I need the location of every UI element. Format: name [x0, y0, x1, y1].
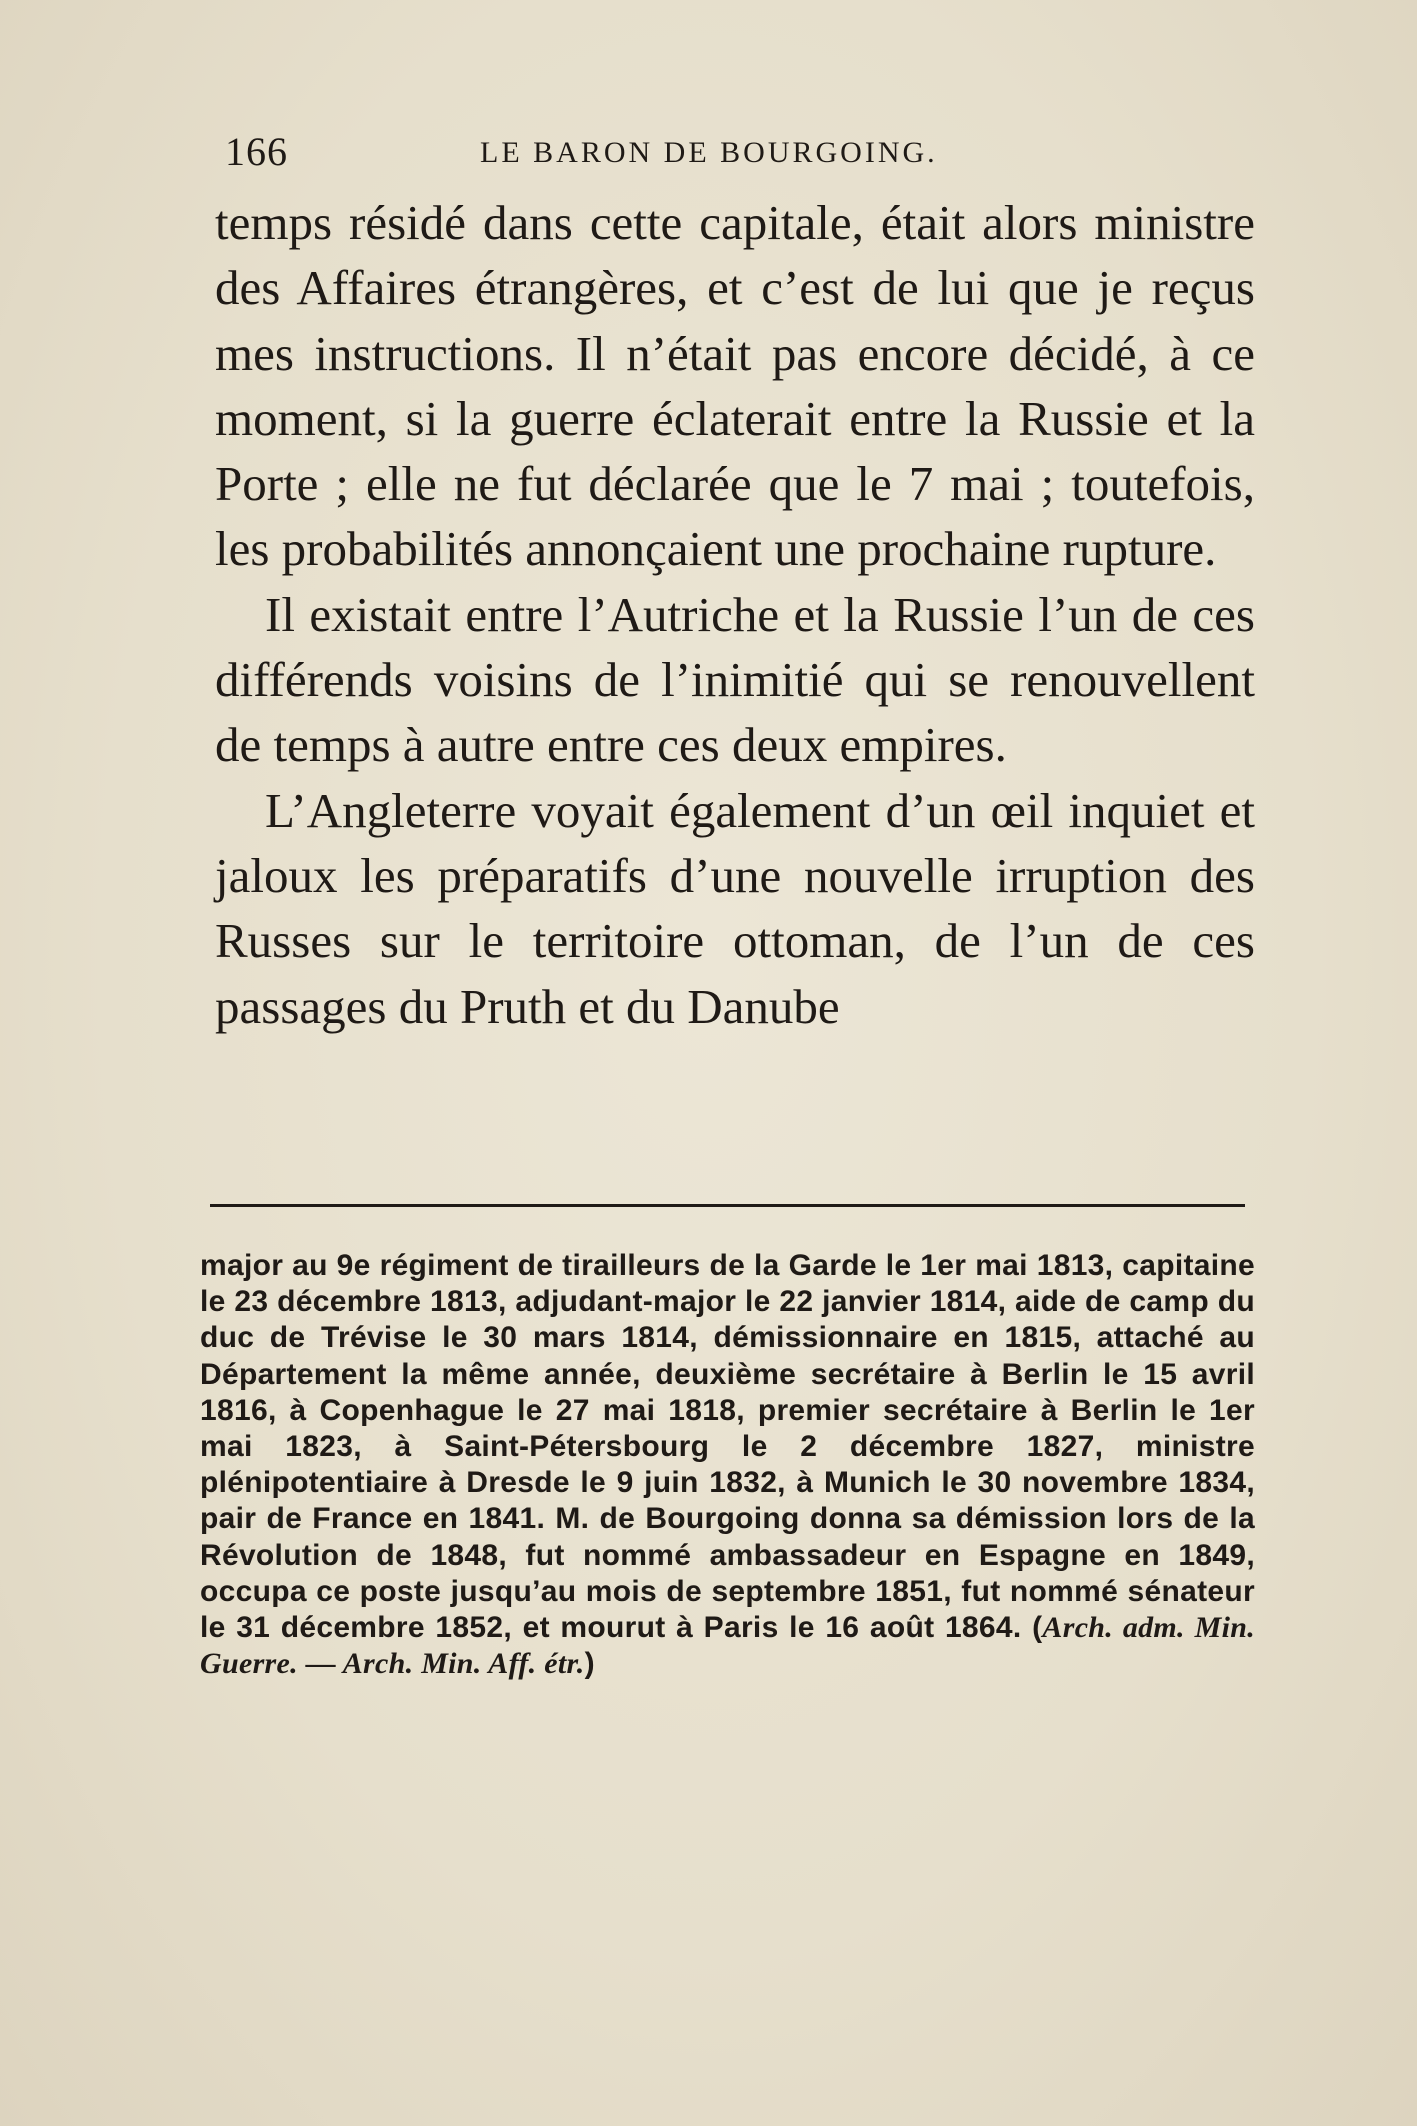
footnote-source: Arch. adm. Min. Guerre. — Arch. Min. Aff. étr.: [200, 1611, 1255, 1681]
running-title: LE BARON DE BOURGOING.: [480, 136, 938, 169]
footnote-source-close: ): [584, 1647, 595, 1681]
paragraph: L’Angleterre voyait également d’un œil inquiet et jaloux les préparatifs d’une nouvelle irruption des Russes sur le territoire ottoman, de l’un de ces passages du Pruth et du Danube: [215, 782, 1255, 1034]
footnote-source-open: (: [1032, 1611, 1043, 1645]
footnote: [200, 1248, 1255, 1682]
page-header: [215, 128, 1255, 178]
page-number: 166: [225, 129, 288, 174]
footnote-text: major au 9e régiment de tirailleurs de la Garde le 1er mai 1813, capitaine le 23 décembre 1813, adjudant-major le 22 janvier 1814, aide de camp du duc de Trévise le 30 mars 1814, démissionnaire en 1815, attaché au Département la même année, deuxième secrétaire à Berlin le 15 avril 1816, à Copenhague le 27 mai 1818, premier secrétaire à Berlin le 1er mai 1823, à Saint-Pétersbourg le 2 décembre 1827, ministre plénipotentiaire à Dresde le 9 juin 1832, à Munich le 30 novembre 1834, pair de France en 1841. M. de Bourgoing donna sa démission lors de la Révolution de 1848, fut nommé ambassadeur en Espagne en 1849, occupa ce poste jusqu’au mois de septembre 1851, fut nommé sénateur le 31 décembre 1852, et mourut à Paris le 16 août 1864.: [200, 1249, 1255, 1645]
main-text: [215, 190, 1255, 1039]
footnote-paragraph: [200, 1248, 1255, 1682]
footnote-divider: [210, 1204, 1245, 1207]
paragraph: temps résidé dans cette capitale, était alors ministre des Affaires étrangères, et c’est de lui que je reçus mes instructions. Il n’était pas encore décidé, à ce moment, si la guerre éclaterait entre la Russie et la Porte ; elle ne fut déclarée que le 7 mai ; toutefois, les probabilités annonçaient une prochaine rupture.: [215, 195, 1255, 577]
paragraph: Il existait entre l’Autriche et la Russie l’un de ces différends voisins de l’inimitié qui se renouvellent de temps à autre entre ces deux empires.: [215, 586, 1255, 773]
